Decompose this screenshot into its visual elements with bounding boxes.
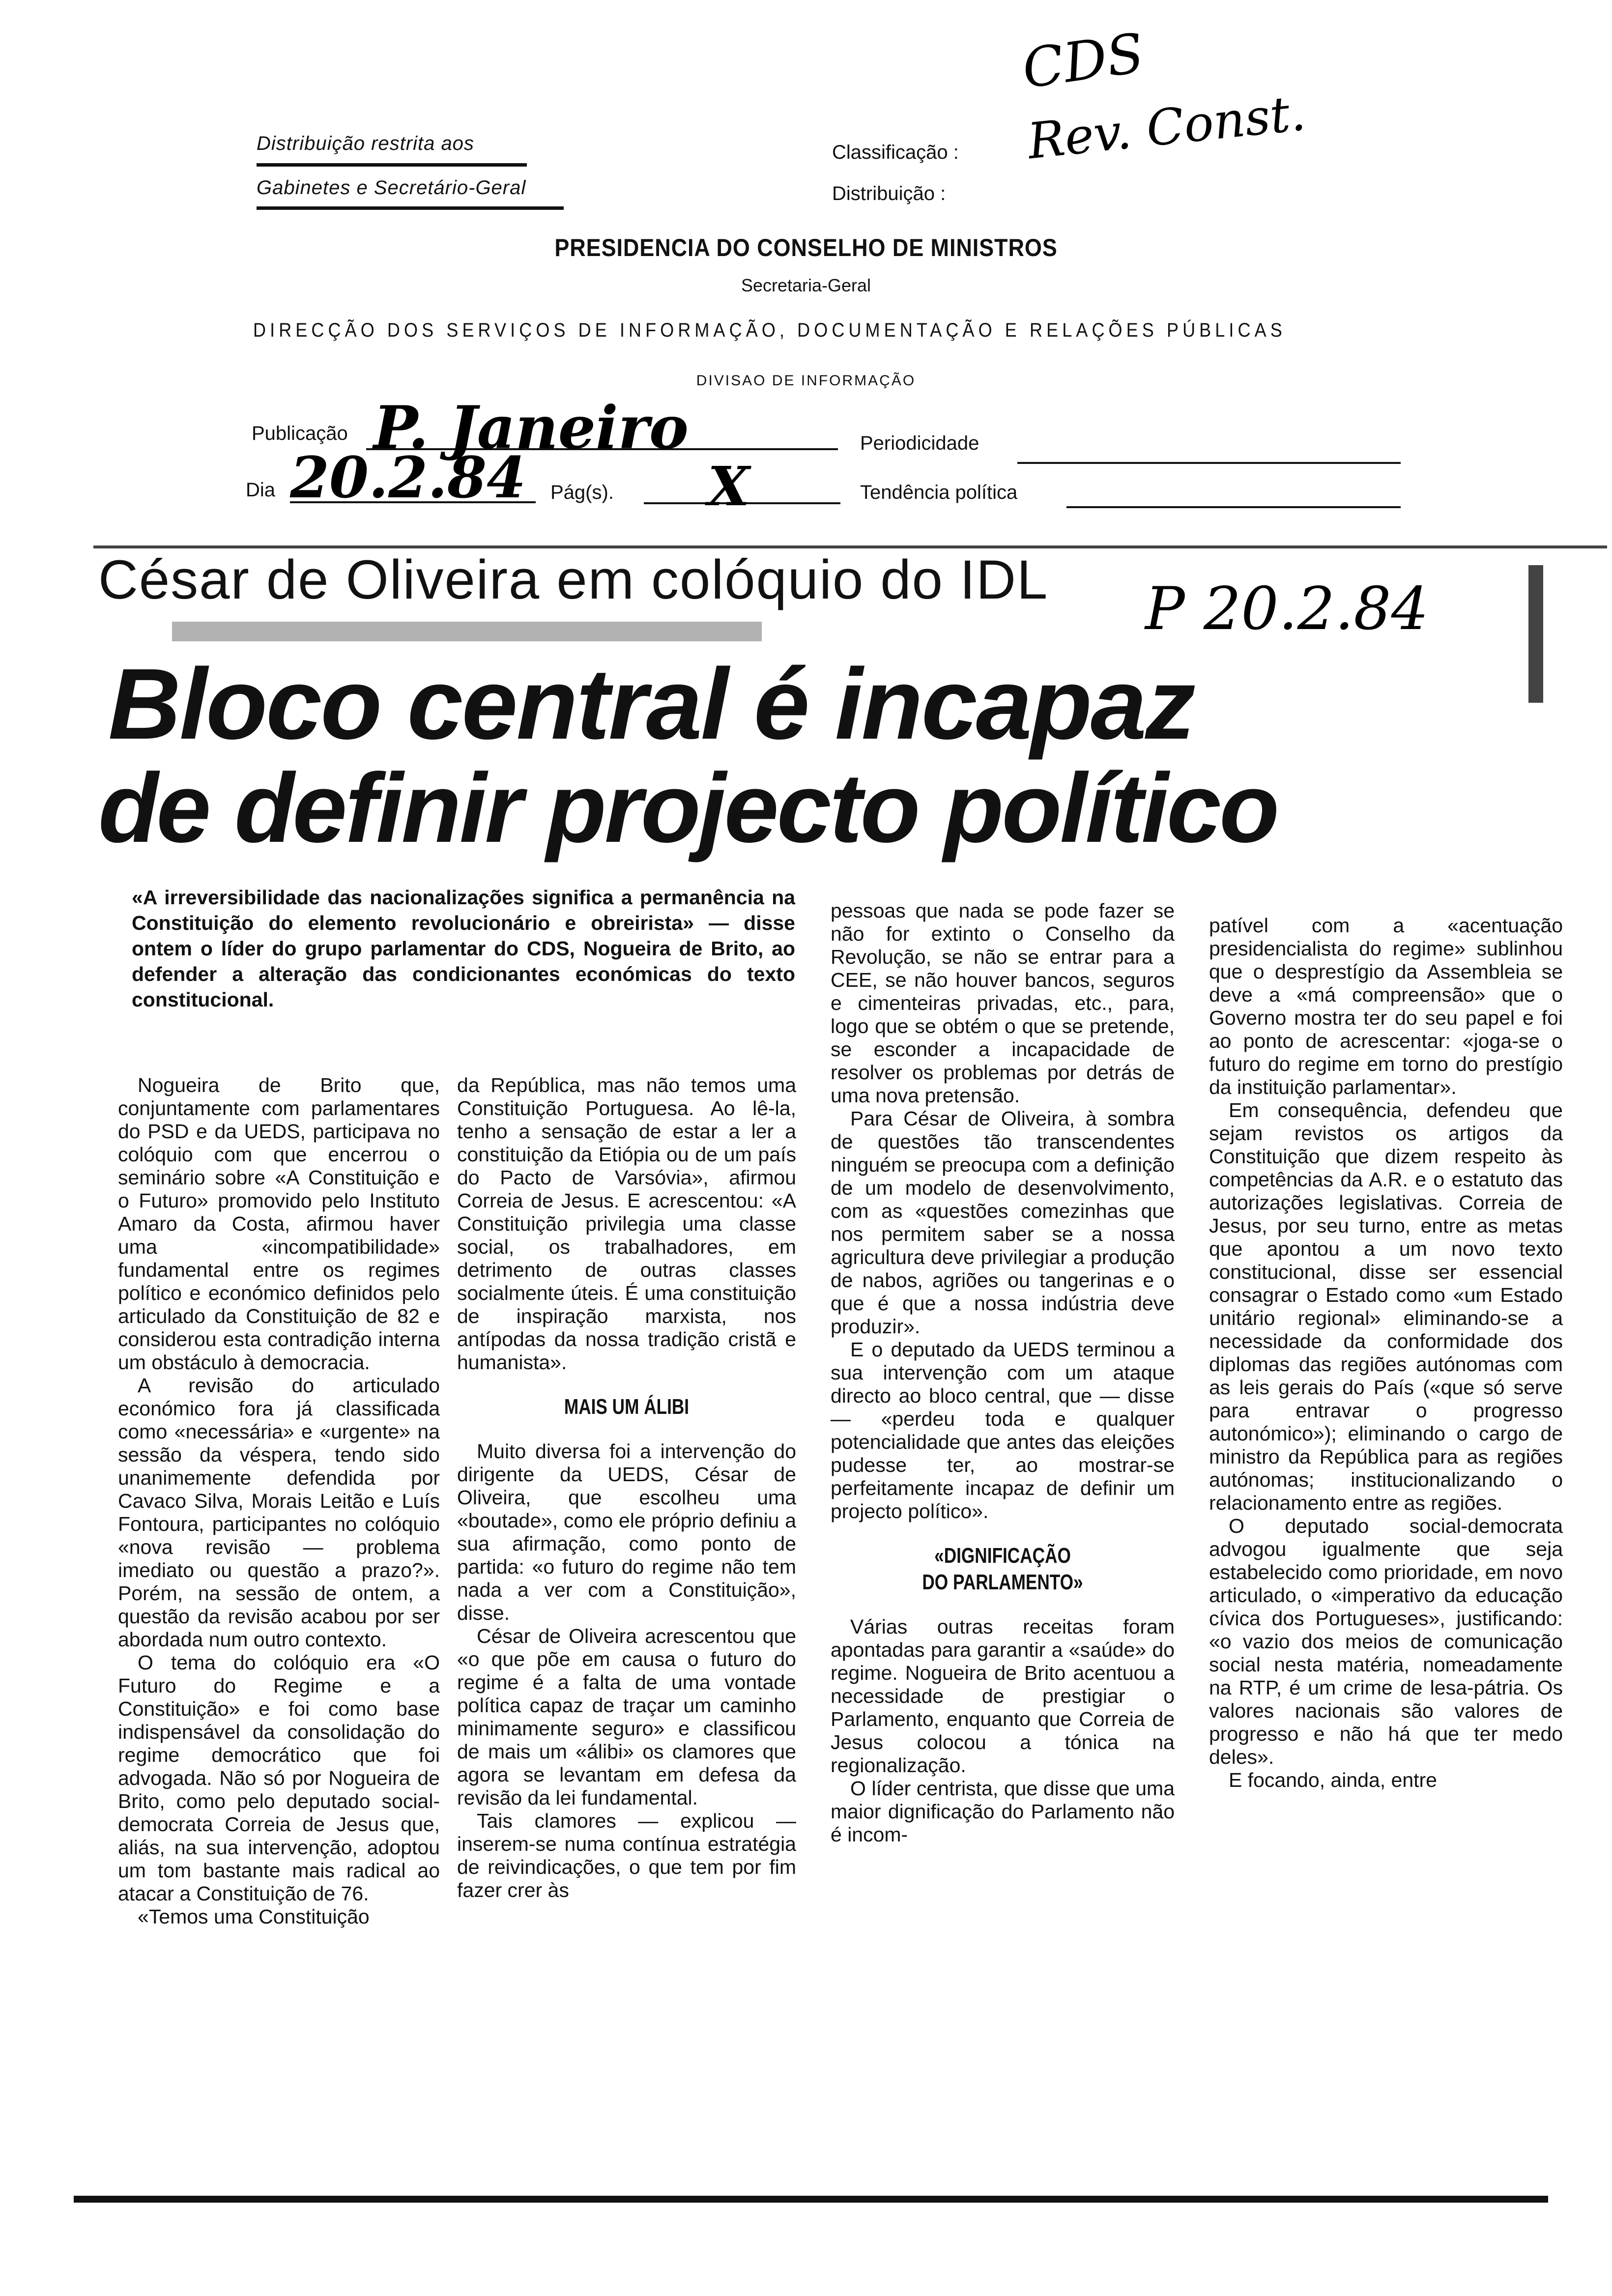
subhead-dignificacao-do-parlamento — [865, 1543, 1140, 1596]
paragraph: César de Oliveira acrescentou que «o que põe em causa o futuro do regime é a falta de uma vontade política capaz de traçar um caminho minimamente seguro» e classificou de mais um «álibi» os clamores que agora se levantam em defesa da revisão da lei fundamental. — [457, 1625, 796, 1809]
article-kicker: César de Oliveira em colóquio do IDL — [98, 549, 1049, 610]
division-title: DIVISAO DE INFORMAÇÃO — [696, 373, 916, 389]
distribution-restriction-line2: Gabinetes e Secretário-Geral — [257, 177, 526, 199]
pages-label: Pág(s). — [550, 482, 614, 503]
paragraph: E o deputado da UEDS terminou a sua intervenção com um ataque directo ao bloco central, que — disse — «perdeu toda e qualquer potencialidade que antes das eleições pudesse ter, ao mostrar-se perfeitamente incapaz de definir um projecto político». — [831, 1338, 1175, 1522]
paragraph: «Temos uma Constituição — [138, 1905, 370, 1928]
paragraph: Nogueira de Brito que, conjuntamente com parlamentares do PSD e da UEDS, participava no colóquio com que encerrou o seminário sobre «A Constituição e o Futuro» promovido pelo Instituto Amaro da Costa, afirmou haver uma «incompatibilidade» fundamental entre os regimes político e económico definidos pelo articulado da Constituição de 82 e considerou esta contradição interna um obstáculo à democracia. — [118, 1074, 440, 1374]
handwritten-headline-note: P 20.2.84 — [1145, 575, 1429, 643]
periodicity-field-line — [1017, 462, 1401, 464]
handwritten-classification-rev-const: Rev. Const. — [1025, 84, 1308, 171]
article-column-4 — [1209, 914, 1563, 1792]
divider — [257, 163, 527, 167]
handwritten-pages: X — [708, 455, 750, 518]
article-column-3 — [831, 899, 1175, 1846]
day-label: Dia — [246, 479, 276, 501]
paragraph: A revisão do articulado económico fora já classificada como «necessária» e «urgente» na sessão da véspera, tendo sido unanimemente defendida por Cavaco Silva, Morais Leitão e Luís Fontoura, participantes no colóquio «nova revisão — problema imediato ou questão a prazo?». Porém, na sessão de ontem, a questão da revisão acabou por ser abordada num outro contexto. — [118, 1374, 440, 1651]
subhead-line: «DIGNIFICAÇÃO — [934, 1544, 1071, 1568]
handwritten-publication: P. Janeiro — [374, 393, 689, 462]
bottom-rule — [74, 2196, 1548, 2203]
headline-line1: Bloco central é incapaz — [108, 648, 1194, 760]
article-lead: «A irreversibilidade das nacionalizações significa a permanência na Constituição do elemento revolucionário e obreirista» — disse ontem o líder do grupo parlamentar do CDS, Nogueira de Brito, ao defender a alteração das condicionantes económicas do texto constitucional. — [132, 886, 795, 1011]
paragraph: O tema do colóquio era «O Futuro do Regime e a Constituição» e foi como base indispensável da consolidação do regime democrático que foi advogada. Não só por Nogueira de Brito, como pelo deputado social-democrata Correia de Jesus que, aliás, na sua intervenção, adoptou um tom bastante mais radical ao atacar a Constituição de 76. — [118, 1651, 440, 1905]
paragraph: O líder centrista, que disse que uma maior dignificação do Parlamento não é incom- — [831, 1777, 1175, 1846]
distribution-label: Distribuição : — [832, 183, 946, 204]
political-tendency-label: Tendência política — [860, 482, 1018, 503]
publication-label: Publicação — [252, 423, 348, 444]
paragraph: Em consequência, defendeu que sejam revistos os artigos da Constituição que dizem respeito às competências da A.R. e o estatuto das autorizações legislativas. Correia de Jesus, por seu turno, entre as metas que apontou a um novo texto constitucional, disse ser essencial consagrar o Estado como «um Estado unitário regional» eliminando-se a necessidade da conformidade dos diplomas das regiões autónomas com as leis gerais do País («que só serve para entravar o progresso autonómico»); eliminando o cargo de ministro da República para as regiões autónomas; institucionalizando o relacionamento entre as regiões. — [1209, 1099, 1563, 1514]
org-subtitle: Secretaria-Geral — [741, 275, 871, 295]
divider — [257, 206, 564, 210]
periodicity-label: Periodicidade — [860, 432, 979, 454]
headline-line2: de definir projecto político — [98, 753, 1278, 863]
paragraph: O deputado social-democrata advogou igualmente que seja estabelecido como prioridade, em novo articulado, o «imperativo da educação cívica dos Portugueses», justificando: «o vazio dos meios de comunicação social nesta matéria, nomeadamente na RTP, é um crime de lesa-pátria. Os valores nacionais são valores de progresso e não há que ter medo deles». — [1209, 1515, 1563, 1768]
paragraph: Para César de Oliveira, à sombra de questões tão transcendentes ninguém se preocupa com a definição de um modelo de desenvolvimento, com as «questões comezinhas que nos permitem saber se a nossa agricultura deve privilegiar a produção de nabos, agriões ou tangerinas e o que é que a nossa indústria deve produzir». — [831, 1107, 1175, 1338]
article-column-1 — [118, 1074, 440, 1928]
paragraph: Tais clamores — explicou — inserem-se numa contínua estratégia de reivindicações, o que tem por fim fazer crer às — [457, 1809, 796, 1901]
paragraph: da República, mas não temos uma Constituição Portuguesa. Ao lê-la, tenho a sensação de estar a ler a constituição da Etiópia ou de um país do Pacto de Varsóvia», afirmou Correia de Jesus. E acrescentou: «A Constituição privilegia uma classe social, os trabalhadores, em detrimento de outras classes socialmente úteis. É uma constituição de inspiração marxista, nos antípodas da nossa tradição cristã e humanista». — [457, 1074, 796, 1374]
political-tendency-field-line — [1066, 506, 1401, 508]
clipping-edge-mark — [1528, 565, 1543, 703]
directorate-title: DIRECÇÃO DOS SERVIÇOS DE INFORMAÇÃO, DOCUMENTAÇÃO E RELAÇÕES PÚBLICAS — [253, 319, 1286, 341]
paragraph: Várias outras receitas foram apontadas para garantir a «saúde» do regime. Nogueira de Brito acentuou a necessidade de prestigiar o Parlamento, enquanto que Correia de Jesus colocou a tónica na regionalização. — [831, 1615, 1175, 1777]
paragraph: pessoas que nada se pode fazer se não for extinto o Conselho da Revolução, se não se entrar para a CEE, se não houver bancos, seguros e cimenteiras privadas, etc., para, logo que se obtém o que se pretende, se esconder a incapacidade de resolver os problemas por detrás de uma nova pretensão. — [831, 899, 1175, 1107]
bleed-through-smudge — [172, 622, 762, 641]
subhead-mais-um-alibi: MAIS UM ÁLIBI — [564, 1395, 690, 1419]
article-column-2 — [457, 1074, 796, 1902]
paragraph: E focando, ainda, entre — [1229, 1769, 1437, 1791]
handwritten-classification-cds: CDS — [1018, 21, 1148, 101]
distribution-restriction-line1: Distribuição restrita aos — [257, 133, 474, 154]
paragraph: Muito diversa foi a intervenção do dirigente da UEDS, César de Oliveira, que escolheu uma «boutade», como ele próprio definiu a sua afirmação, como ponto de partida: «o futuro do regime não tem nada a ver com a Constituição», disse. — [457, 1440, 796, 1624]
org-title: PRESIDENCIA DO CONSELHO DE MINISTROS — [554, 234, 1058, 261]
subhead-line: DO PARLAMENTO» — [922, 1570, 1083, 1594]
paragraph: patível com a «acentuação presidencialista do regime» sublinhou que o desprestígio da Assembleia se deve a «má compreensão» que o Governo mostra ter do seu papel e foi ao ponto de acrescentar: «joga-se o futuro do regime em torno do prestígio da instituição parlamentar». — [1209, 914, 1563, 1098]
handwritten-day: 20.2.84 — [290, 445, 526, 511]
classification-label: Classificação : — [832, 142, 959, 163]
